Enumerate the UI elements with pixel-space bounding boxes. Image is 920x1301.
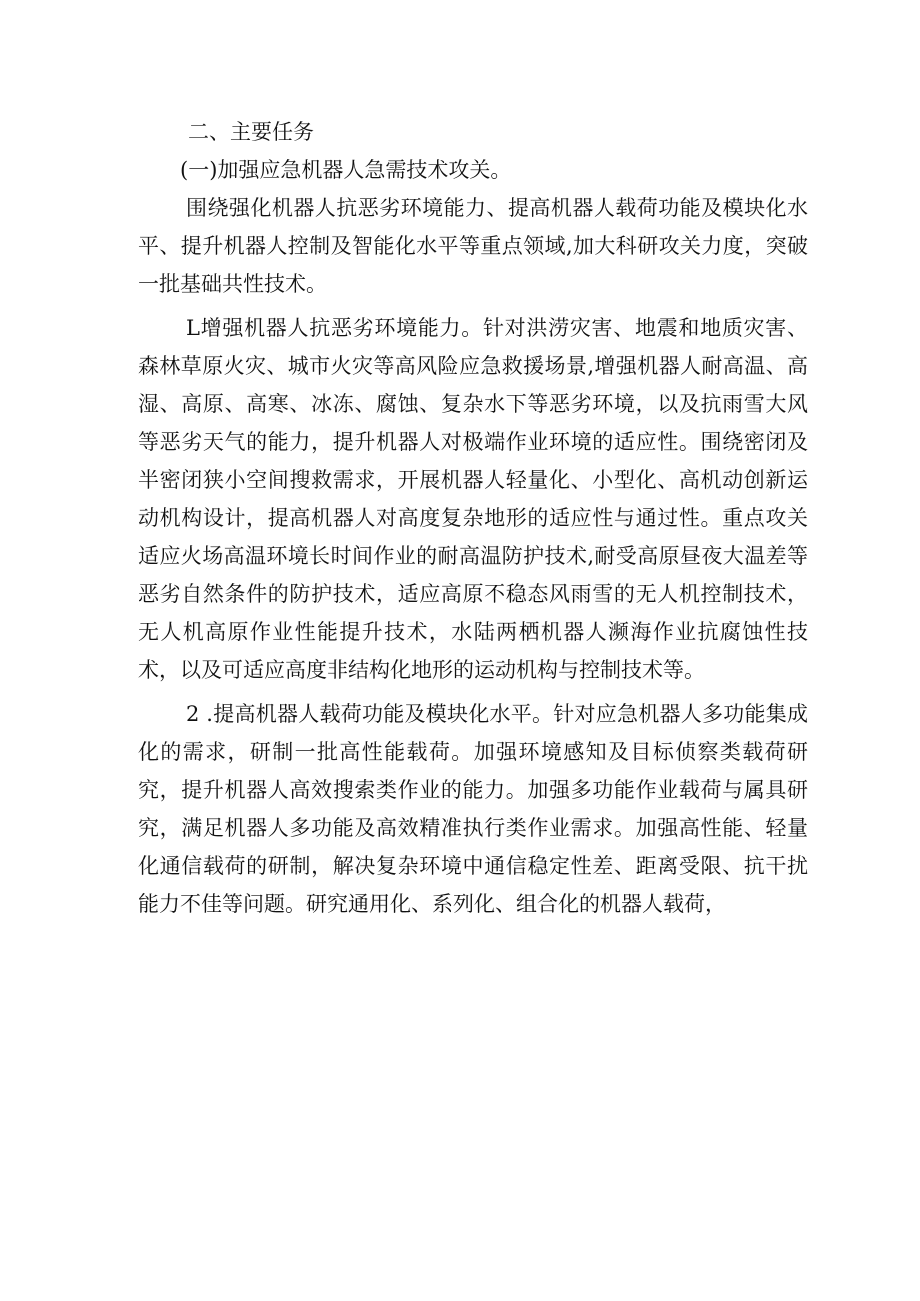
item-1-paragraph: L增强机器人抗恶劣环境能力。针对洪涝灾害、地震和地质灾害、森林草原火灾、城市火灾等高风险应急救援场景,增强机器人耐高温、高湿、高原、高寒、冰冻、腐蚀、复杂水下等恶劣环境，以及抗雨雪大风等恶劣天气的能力，提升机器人对极端作业环境的适应性。围绕密闭及半密闭狭小空间搜救需求，开展机器人轻量化、小型化、高机动创新运动机构设计，提高机器人对高度复杂地形的适应性与通过性。重点攻关适应火场高温环境长时间作业的耐高温防护技术,耐受高原昼夜大温差等恶劣自然条件的防护技术，适应高原不稳态风雨雪的无人机控制技术，无人机高原作业性能提升技术，水陆两栖机器人濒海作业抗腐蚀性技术，以及可适应高度非结构化地形的运动机构与控制技术等。 [138, 316, 808, 682]
intro-paragraph: 围绕强化机器人抗恶劣环境能力、提高机器人载荷功能及模块化水平、提升机器人控制及智能化水平等重点领域,加大科研攻关力度，突破一批基础共性技术。 [138, 196, 808, 296]
subsection-heading: (一)加强应急机器人急需技术攻关。 [180, 158, 512, 182]
document-body [138, 113, 808, 923]
section-heading: 二、主要任务 [188, 120, 314, 144]
item-2-paragraph: 2 .提高机器人载荷功能及模块化水平。针对应急机器人多功能集成化的需求，研制一批高性能载荷。加强环境感知及目标侦察类载荷研究，提升机器人高效搜索类作业的能力。加强多功能作业载荷与属具研究，满足机器人多功能及高效精准执行类作业需求。加强高性能、轻量化通信载荷的研制，解决复杂环境中通信稳定性差、距离受限、抗干扰能力不佳等问题。研究通用化、系列化、组合化的机器人载荷， [138, 702, 808, 916]
